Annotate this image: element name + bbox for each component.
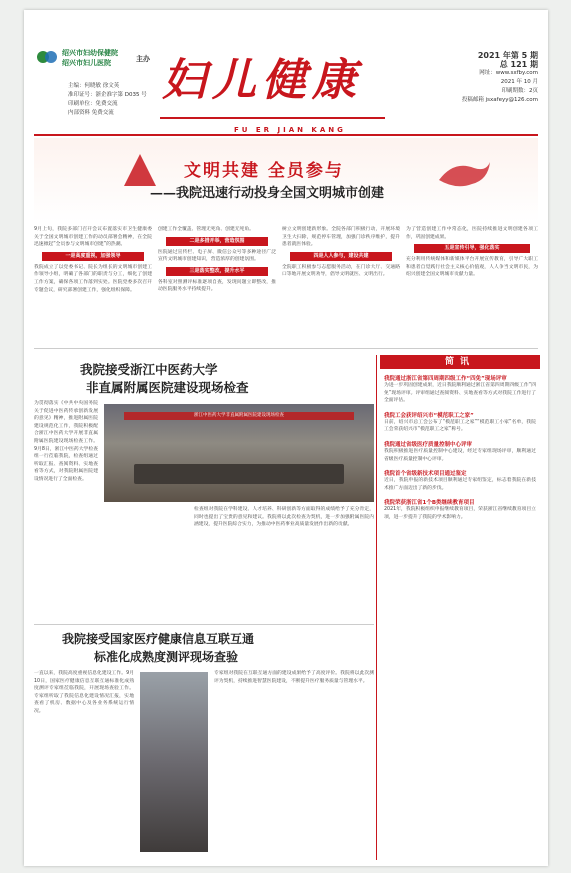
article-divider: [34, 624, 374, 625]
article3-left-text: 一直以来，我院高度重视信息化建设工作。9月10日，国家医疗健康信息互联互通标准化成熟度测评专家组莅临我院，开展现场查验工作。专家组听取了我院信息化建设情况汇报，实地查看了机房、数据中心及各业务系统运行情况。: [34, 671, 134, 714]
title-rule: [160, 117, 385, 119]
lead-text-3b: 全院职工积极参与志愿服务活动，在门诊大厅、交通路口等地开展文明劝导，倡导文明就医、文明出行。: [282, 264, 400, 278]
lead-label-3: 三是落实整改，提升水平: [166, 267, 268, 276]
paper-pinyin: FU ER JIAN KANG: [234, 126, 346, 134]
dove-icon: [434, 150, 494, 200]
brief-text: 日前，绍兴市总工会公布了“模范职工之家”“模范职工小家”名单，我院工会荣获绍兴市“模范职工之家”称号。: [384, 419, 536, 433]
lead-column-4: [406, 226, 538, 344]
lead-text-4: 为了营造创建工作中常态化，医院持续推进文明创建各项工作，巩固创建成果。: [406, 227, 538, 240]
lead-column-1: [34, 226, 152, 344]
newspaper-page: [24, 10, 548, 866]
brief-text: 为进一步巩固创建成果，近日我院顺利通过浙江省第四周期四级工作“四免”现场评审。评审组通过查阅资料、实地查看等方式对我院工作进行了全面评估。: [384, 383, 536, 404]
brief-title: 我院荣获浙江省1个B类继续教育项目: [384, 500, 475, 507]
lead-text-2b: 医院通过宣传栏、电子屏、微信公众号等多种途径广泛宣传文明城市创建知识，营造浓厚的创建氛围。: [158, 249, 276, 263]
brief-item: [384, 411, 536, 434]
issue-total: 总 121 期: [499, 60, 538, 69]
lead-label-5: 五是宣传引导，强化落实: [414, 244, 530, 253]
lead-text-2c: 各科室对照测评标准逐项自查，发现问题立即整改，推动医院服务水平持续提升。: [158, 279, 276, 293]
page-count: 印刷期数：2页: [501, 88, 538, 94]
org-name-2: 绍兴市妇儿医院: [62, 59, 111, 67]
website: 网址：www.sxfby.com: [479, 70, 538, 76]
banner-subheadline: ——我院迅速行动投身全国文明城市创建: [150, 186, 385, 201]
lead-label-1: 一是高度重视，加强领导: [42, 252, 144, 261]
lead-text-3: 树立文明创建新形象。全院各部门积极行动，开展环境卫生大扫除，规范停车管理，加强门诊秩序维护，提升患者就医体验。: [282, 227, 400, 248]
banner-headline: 文明共建 全员参与: [184, 161, 344, 181]
print-unit-2: 内部资料 免费交流: [68, 110, 114, 116]
article2-right-column: [194, 506, 374, 618]
article3-left-column: [34, 670, 134, 860]
brief-item: [384, 374, 536, 405]
article3-right-column: [214, 670, 374, 860]
article3-right-text: 专家组对我院在互联互通方面的建设成果给予了高度评价。我院将以此次测评为契机，持续推进智慧医院建设，不断提升医疗服务质量与管理水平。: [214, 671, 374, 684]
license-number: 准印证号：浙企准字第 D035 号: [68, 92, 147, 98]
lead-text-2: 创建工作全覆盖、管理无死角、创建无死角。: [158, 227, 254, 232]
article2-left-column: [34, 400, 98, 620]
article2-title-line1: 我院接受浙江中医药大学: [80, 362, 218, 377]
issue-month: 2021 年 10 月: [500, 79, 538, 85]
editor-names: 何晓敏 徐文英: [84, 83, 120, 89]
article3-title-line2: 标准化成熟度测评现场查验: [94, 650, 239, 664]
contact-email: 投稿邮箱 jsxafeyy@126.com: [461, 97, 538, 103]
brief-text: 2021年，我院积极组织申报继续教育项目，荣获浙江省继续教育项目立项，进一步提升了我院的学术影响力。: [384, 507, 536, 520]
editor-label: 主编：: [68, 83, 85, 89]
paper-title: 妇儿健康: [162, 55, 362, 106]
lead-column-3: [282, 226, 400, 344]
brief-item: [384, 498, 536, 521]
photo-banner: 浙江中医药大学非直属附属医院建设现场检查: [124, 412, 354, 420]
brief-title: 我院通过省级医疗质量控制中心评审: [384, 441, 473, 448]
article3-title-line1: 我院接受国家医疗健康信息互联互通: [62, 632, 255, 646]
meeting-table: [134, 464, 344, 484]
print-unit: 印刷单位：免费交流: [68, 101, 118, 107]
host-label: 主办: [136, 55, 150, 63]
brief-item: [384, 440, 536, 463]
sidebar-content: [384, 374, 536, 862]
masthead-meta-right: [462, 51, 538, 105]
article2-right-text: 检查组对我院在学科建设、人才培养、科研创新等方面取得的成绩给予了充分肯定，同时也提出了宝贵的意见和建议。我院将以此次检查为契机，进一步加强附属医院内涵建设，提升医院综合实力，为推动中医药事业高质量发展作出新的贡献。: [194, 507, 374, 528]
lead-label-2: 二是多措并举，营造氛围: [166, 237, 268, 246]
testing-site-photo: [140, 672, 208, 852]
lead-text-1: 我院成立了以党委书记、院长为组长的文明城市创建工作领导小组，明确了各部门的职责与分工，细化了创建工作方案，确保各项工作落到实处。医院党委多次召开专题会议，研究部署创建工作，强化组织保障。: [34, 264, 152, 293]
brief-title: 我院首个省级新技术项目通过鉴定: [384, 471, 467, 478]
lead-column-2: [158, 226, 276, 344]
article2-title-line2: 非直属附属医院建设现场检查: [86, 380, 249, 395]
issue-number: 2021 年第 5 期: [477, 51, 538, 60]
brief-text: 近日，我院申报的新技术项目顺利通过专家组鉴定，标志着我院在新技术推广方面迈出了新的步伐。: [384, 478, 536, 491]
masthead-rule: [34, 134, 538, 136]
org-name-1: 绍兴市妇幼保健院: [62, 49, 118, 57]
sidebar-header: 简讯: [380, 355, 540, 369]
lead-label-4: 四是人人参与，建设共建: [290, 252, 392, 261]
brief-item: [384, 469, 536, 492]
section-divider: [34, 348, 538, 349]
masthead-meta-left: [68, 82, 147, 118]
article2-left-text: 为贯彻落实《中共中央国务院关于促进中医药传承创新发展的意见》精神，推进附属医院建设规范化工作，我院积极配合浙江中医药大学开展非直属附属医院建设现场检查工作。9月8日，浙江中医药大学检查组一行莅临我院，检查组通过听取汇报、查阅资料、实地查看等方式，对我院附属医院建设情况进行了全面检查。: [34, 401, 98, 482]
brief-title: 我院工会获评绍兴市“模范职工之家”: [384, 412, 474, 419]
hospital-logo-icon: [36, 48, 58, 66]
sidebar-rule: [376, 355, 377, 860]
brief-title: 我院通过浙江省第四周期四级工作“四免”现场评审: [384, 376, 507, 382]
inspection-meeting-photo: [104, 404, 374, 502]
brief-text: 我院积极推进医疗质量控制中心建设，经过专家组现场评审，顺利通过省级医疗质量控制中心评审。: [384, 448, 536, 462]
lead-text-4b: 充分利用传统媒体和新媒体平台开展宣传教育，引导广大职工和患者自觉践行社会主义核心价值观，人人争当文明市民，为绍兴创建全国文明城市贡献力量。: [406, 257, 538, 278]
lead-intro: 9月上旬，我院多部门召开会议布置落实市卫生健康委关于全国文明城市创建工作的动员部署会精神，在全院迅速掀起“全员参与文明城市创建”的热潮。: [34, 227, 152, 248]
